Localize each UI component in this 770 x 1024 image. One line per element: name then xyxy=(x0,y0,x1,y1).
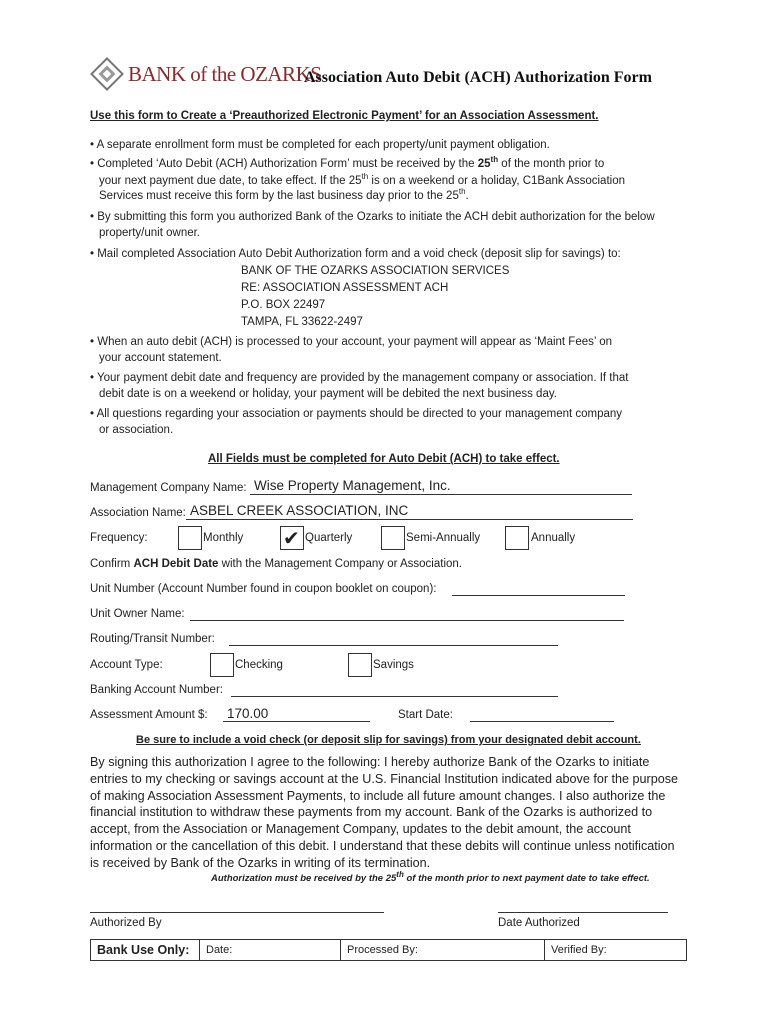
frequency-monthly-label: Monthly xyxy=(203,532,244,544)
unit-number-label: Unit Number (Account Number found in coupon booklet on coupon): xyxy=(90,583,437,595)
bullet-deadline-line2: your next payment due date, to take effect. If the 25th is on a weekend or a holiday, C1Bank Association xyxy=(99,172,625,187)
start-date-label: Start Date: xyxy=(398,709,453,721)
logo-wordmark: BANK of the OZARKS xyxy=(128,62,322,86)
association-value[interactable]: ASBEL CREEK ASSOCIATION, INC xyxy=(190,503,409,518)
bank-logo xyxy=(90,56,322,92)
unit-number-line[interactable] xyxy=(452,595,625,596)
amount-line xyxy=(223,721,370,722)
mgmt-company-label: Management Company Name: xyxy=(90,482,247,494)
bullet-statement-line2: your account statement. xyxy=(99,352,222,364)
frequency-monthly-checkbox[interactable] xyxy=(178,526,202,550)
bullet-questions-line2: or association. xyxy=(99,424,174,436)
authorization-paragraph: By signing this authorization I agree to the following: I hereby authorize Bank of the Ozarks to initiate entries to my checking or savings account at the U.S. Financial Institution indicated above for the purpose of making Association Assessment Payments, to include all future amount changes. I also authorize the financial institution to withdraw these payments from my account. Bank of the Ozarks is authorized to accept, from the Association or Management Company, updates to the debit amount, the account information or the cancellation of this debit. I understand that these debits will continue unless notification is received by Bank of the Ozarks in writing of its termination. xyxy=(90,755,679,870)
frequency-semiannual-label: Semi-Annually xyxy=(406,532,481,544)
bank-use-title: Bank Use Only: xyxy=(91,940,200,961)
bullet-questions-line1: • All questions regarding your association or payments should be directed to your management company xyxy=(90,408,623,420)
frequency-annual-label: Annually xyxy=(531,532,576,544)
bank-use-processed-by[interactable]: Processed By: xyxy=(341,940,545,961)
association-line xyxy=(186,519,633,520)
savings-checkbox[interactable] xyxy=(348,653,372,677)
address-line: RE: ASSOCIATION ASSESSMENT ACH xyxy=(241,282,449,294)
diamond-logo-icon xyxy=(90,57,124,91)
bank-account-label: Banking Account Number: xyxy=(90,684,223,696)
date-authorized-line[interactable] xyxy=(498,912,668,913)
account-type-label: Account Type: xyxy=(90,659,163,671)
routing-label: Routing/Transit Number: xyxy=(90,633,215,645)
unit-owner-line[interactable] xyxy=(190,620,624,621)
bullet-authorization-line1: • By submitting this form you authorized Bank of the Ozarks to initiate the ACH debit authorization for the below xyxy=(90,211,655,223)
bullet-enrollment: • A separate enrollment form must be completed for each property/unit payment obligation. xyxy=(90,139,550,151)
bullet-deadline-line3: Services must receive this form by the last business day prior to the 25th. xyxy=(99,187,469,202)
form-title: Association Auto Debit (ACH) Authorization Form xyxy=(304,69,652,86)
bullet-mail: • Mail completed Association Auto Debit Authorization form and a void check (deposit slip for savings) to: xyxy=(90,248,621,260)
authorized-by-line[interactable] xyxy=(90,912,384,913)
bullet-statement-line1: • When an auto debit (ACH) is processed to your account, your payment will appear as ‘Maint Fees’ on xyxy=(90,336,612,348)
address-line: P.O. BOX 22497 xyxy=(241,299,326,311)
routing-line[interactable] xyxy=(229,645,558,646)
authorized-by-label: Authorized By xyxy=(90,917,162,929)
deadline-note: Authorization must be received by the 25th of the month prior to next payment date to take effect. xyxy=(211,869,650,884)
start-date-line[interactable] xyxy=(470,721,614,722)
confirm-debit-date: Confirm ACH Debit Date with the Management Company or Association. xyxy=(90,558,462,570)
association-label: Association Name: xyxy=(90,507,186,519)
check-mark-icon: ✔ xyxy=(283,526,300,550)
intro-heading: Use this form to Create a ‘Preauthorized Electronic Payment’ for an Association Assessment. xyxy=(90,110,599,122)
bullet-deadline-line1: • Completed ‘Auto Debit (ACH) Authorization Form’ must be received by the 25th of the month prior to xyxy=(90,155,605,170)
bank-use-date[interactable]: Date: xyxy=(200,940,341,961)
bank-use-table xyxy=(90,939,687,961)
amount-value[interactable]: 170.00 xyxy=(227,706,269,721)
bullet-authorization-line2: property/unit owner. xyxy=(99,227,201,239)
bullet-debit-date-line2: debit date is on a weekend or holiday, your payment will be debited the next business day. xyxy=(99,388,557,400)
frequency-quarterly-label: Quarterly xyxy=(305,532,353,544)
address-line: TAMPA, FL 33622-2497 xyxy=(241,316,363,328)
void-check-notice: Be sure to include a void check (or deposit slip for savings) from your designated debit account. xyxy=(136,734,641,746)
mgmt-company-value[interactable]: Wise Property Management, Inc. xyxy=(254,478,451,493)
unit-owner-label: Unit Owner Name: xyxy=(90,608,185,620)
date-authorized-label: Date Authorized xyxy=(498,917,580,929)
checking-checkbox[interactable] xyxy=(210,653,234,677)
frequency-label: Frequency: xyxy=(90,532,148,544)
checking-label: Checking xyxy=(235,659,283,671)
address-line: BANK OF THE OZARKS ASSOCIATION SERVICES xyxy=(241,265,510,277)
required-fields-notice: All Fields must be completed for Auto Debit (ACH) to take effect. xyxy=(208,453,560,465)
bank-use-verified-by[interactable]: Verified By: xyxy=(545,940,687,961)
mgmt-company-line xyxy=(250,494,632,495)
savings-label: Savings xyxy=(373,659,414,671)
frequency-annual-checkbox[interactable] xyxy=(505,526,529,550)
bank-account-line[interactable] xyxy=(231,696,558,697)
bullet-debit-date-line1: • Your payment debit date and frequency are provided by the management company or association. If that xyxy=(90,372,629,384)
amount-label: Assessment Amount $: xyxy=(90,709,208,721)
frequency-semiannual-checkbox[interactable] xyxy=(381,526,405,550)
